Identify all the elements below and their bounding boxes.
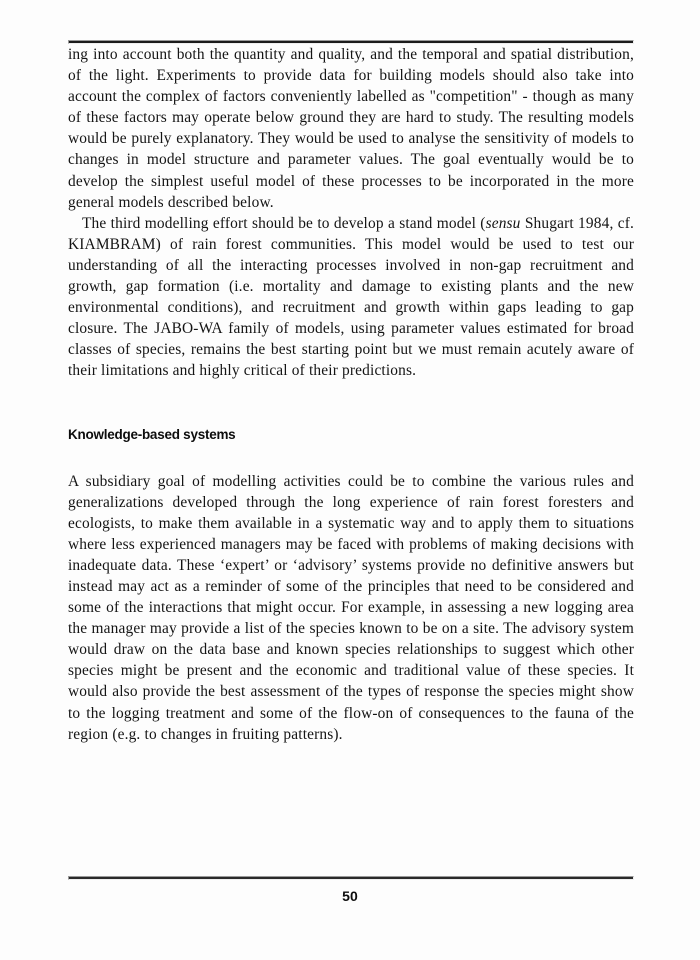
- heading-top-spacer: [68, 382, 634, 426]
- text-column: [68, 44, 634, 745]
- paragraph-third-modelling-effort: [68, 213, 634, 382]
- paragraph-text-tail: Shugart 1984, cf. KIAMBRAM) of rain forest communities. This model would be used to test our understanding of all the interacting processes involved in non-gap recruitment and growth, gap formation (i.e. mortality and damage to existing plants and the new environmental conditions), and recruitment and growth within gaps leading to gap closure. The JABO-WA family of models, using parameter values estimated for broad classes of species, remains the best starting point but we must remain acutely aware of their limitations and highly critical of their predictions.: [68, 214, 635, 380]
- footer-rule: [68, 876, 634, 880]
- paragraph-continued-from-previous-page: ing into account both the quantity and quality, and the temporal and spatial distribution, of the light. Experiments to provide data for building models should also take into account the complex of factors conveniently labelled as "competition" - though as many of these factors may operate below ground they are hard to study. The resulting models would be purely explanatory. They would be used to analyse the sensitivity of models to changes in model structure and parameter values. The goal eventually would be to develop the simplest useful model of these processes to be incorporated in the more general models described below.: [68, 46, 634, 211]
- paragraph-knowledge-based-systems: A subsidiary goal of modelling activities could be to combine the various rules and generalizations developed through the long experience of rain forest foresters and ecologists, to make them available in a systematic way and to apply them to situations where less experienced managers may be faced with problems of making decisions with inadequate data. These ‘expert’ or ‘advisory’ systems provide no definitive answers but instead may act as a reminder of some of the principles that need to be considered and some of the interactions that might occur. For example, in assessing a new logging area the manager may provide a list of the species known to be on a site. The advisory system would draw on the data base and known species relationships to suggest which other species might be present and the economic and traditional value of these species. It would also provide the best assessment of the types of response the species might show to the logging treatment and some of the flow-on of consequences to the fauna of the region (e.g. to changes in fruiting patterns).: [68, 472, 634, 743]
- section-heading-knowledge-based-systems: Knowledge-based systems: [68, 426, 236, 443]
- page-number: 50: [342, 888, 358, 904]
- latin-term-sensu: sensu: [485, 214, 521, 232]
- heading-bottom-spacer: [68, 444, 634, 471]
- paragraph-text-lead: The third modelling effort should be to develop a stand model (: [82, 214, 486, 232]
